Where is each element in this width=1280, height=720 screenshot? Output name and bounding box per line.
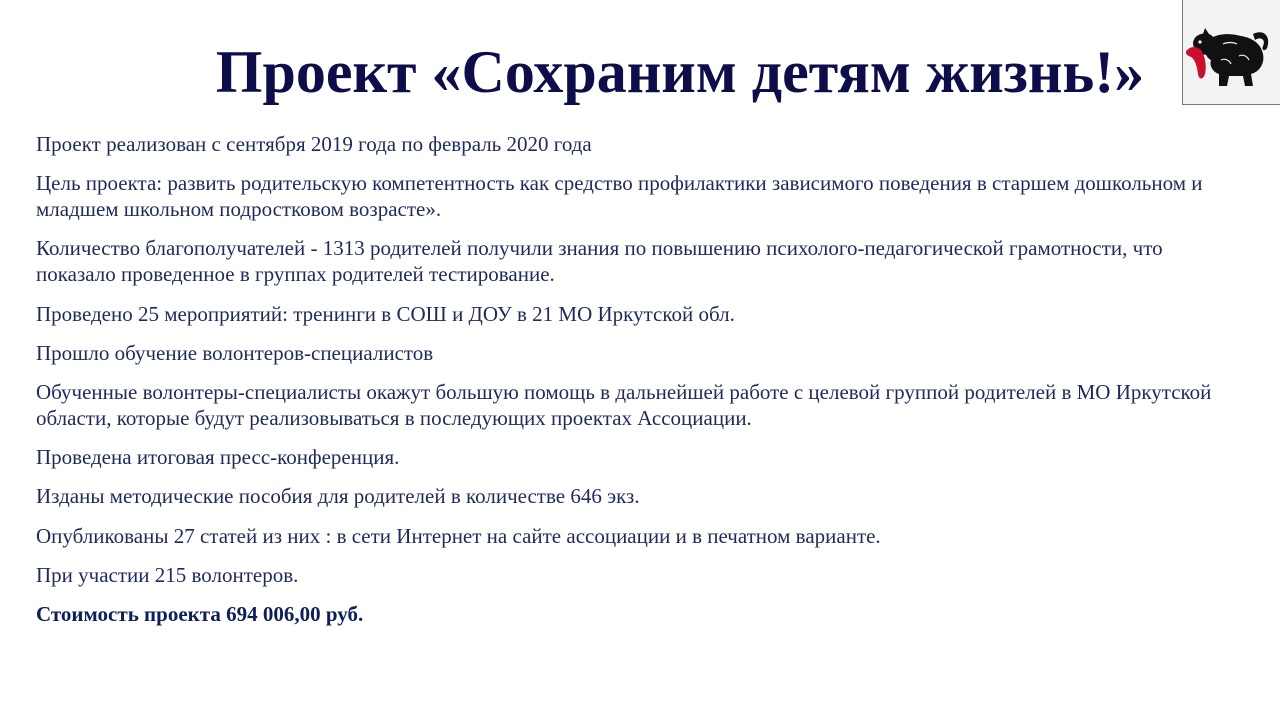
paragraph-press-conference: Проведена итоговая пресс-конференция.: [36, 445, 400, 470]
paragraph-volunteers-count: При участии 215 волонтеров.: [36, 562, 299, 587]
paragraph-manuals: Изданы методические пособия для родителей в количестве 646 экз.: [36, 484, 640, 509]
slide-body: [36, 131, 1241, 640]
paragraph-articles: Опубликованы 27 статей из них : в сети Интернет на сайте ассоциации и в печатном варианте.: [36, 523, 881, 548]
paragraph-trained-volunteers: Обученные волонтеры-специалисты окажут большую помощь в дальнейшей работе с целевой группой родителей в МО Иркутской области, которые будут реализовываться в последующих проектах Ассоциации.: [36, 379, 1212, 430]
paragraph-events: Проведено 25 мероприятий: тренинги в СОШ и ДОУ в 21 МО Иркутской обл.: [36, 301, 735, 326]
babr-emblem-icon: [1183, 0, 1280, 105]
paragraph-project-goal: Цель проекта: развить родительскую компетентность как средство профилактики зависимого поведения в старшем дошкольном и младшем школьном подростковом возрасте».: [36, 171, 1203, 222]
irkutsk-babr-emblem-icon: [1182, 0, 1280, 105]
paragraph-volunteer-training: Прошло обучение волонтеров-специалистов: [36, 340, 434, 365]
slide-title: Проект «Сохраним детям жизнь!»: [215, 39, 1145, 105]
paragraph-project-period: Проект реализован с сентября 2019 года по февраль 2020 года: [36, 132, 592, 156]
paragraph-beneficiaries: Количество благополучателей - 1313 родителей получили знания по повышению психолого-педагогической грамотности, что показало проведенное в группах родителей тестирование.: [36, 236, 1163, 287]
paragraph-project-cost: Стоимость проекта 694 006,00 руб.: [36, 601, 364, 626]
